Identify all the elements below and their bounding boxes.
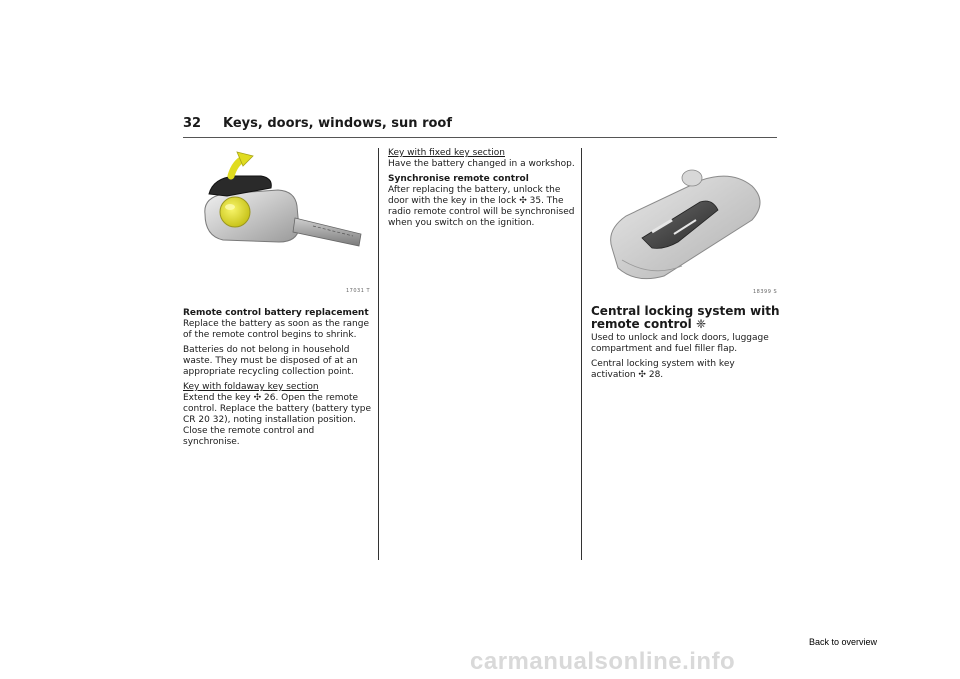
key-battery-illustration: [183, 146, 373, 296]
central-locking-intro: Used to unlock and lock doors, luggage compartment and fuel filler flap.: [591, 333, 769, 354]
sync-heading: Synchronise remote control: [388, 174, 529, 184]
remote-control-svg: [592, 158, 782, 288]
header-rule: [183, 137, 777, 138]
column-1-text: [183, 308, 373, 448]
battery-heading: Remote control battery replacement: [183, 308, 369, 318]
column-3-text: [591, 333, 781, 381]
figure-id-right: 18399 S: [753, 289, 778, 295]
column-divider-1: [378, 148, 379, 560]
battery-paragraph: Replace the battery as soon as the range of the remote control begins to shrink.: [183, 319, 369, 340]
back-to-overview-link[interactable]: Back to overview: [809, 637, 878, 647]
foldaway-heading: Key with foldaway key section: [183, 382, 319, 392]
fixed-key-paragraph: Have the battery changed in a workshop.: [388, 159, 575, 169]
sync-paragraph: After replacing the battery, unlock the door with the key in the lock ✣ 35. The radio remote control will be synchronised when you switch on the ignition.: [388, 185, 575, 228]
page-number: 32: [183, 116, 202, 131]
fixed-key-heading: Key with fixed key section: [388, 148, 505, 158]
chapter-title: Keys, doors, windows, sun roof: [223, 116, 452, 131]
key-battery-svg: [183, 146, 373, 296]
watermark-text: carmanualsonline.info: [470, 648, 736, 675]
central-locking-ref: Central locking system with key activation ✣ 28.: [591, 359, 735, 380]
disposal-paragraph: Batteries do not belong in household waste. They must be disposed of at an appropriate recycling collection point.: [183, 345, 358, 377]
remote-control-illustration: [592, 158, 782, 298]
page-header: [183, 116, 777, 138]
figure-id-left: 17031 T: [346, 288, 371, 294]
column-divider-2: [581, 148, 582, 560]
foldaway-paragraph: Extend the key ✣ 26. Open the remote control. Replace the battery (battery type CR 20 32), noting installation position. Close the remote control and synchronise.: [183, 393, 372, 447]
central-locking-title: Central locking system with remote control ❈: [591, 304, 780, 331]
column-2-text: [388, 148, 578, 229]
